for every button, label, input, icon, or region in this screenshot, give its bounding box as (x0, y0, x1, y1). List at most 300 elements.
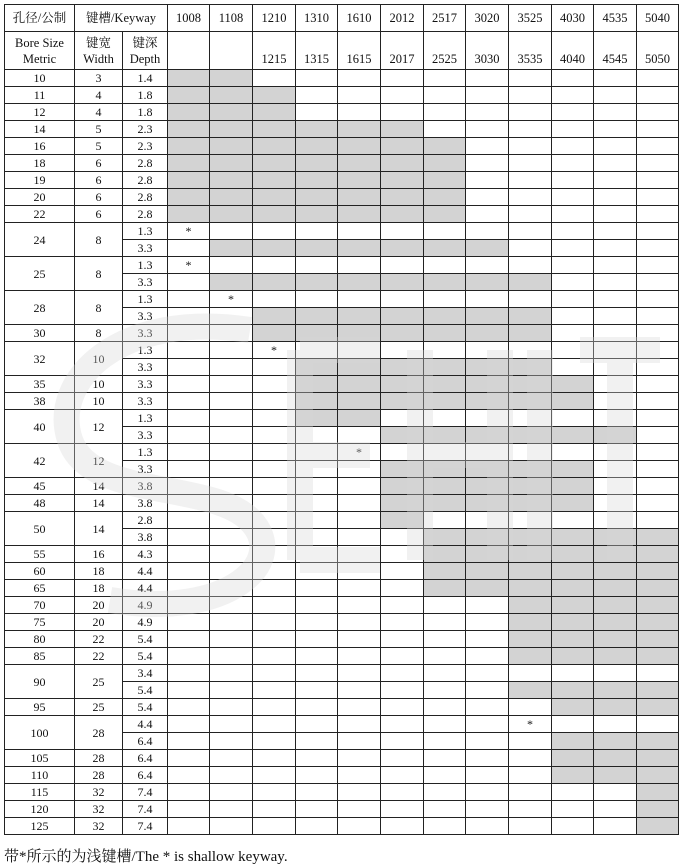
fit-cell (466, 240, 509, 257)
fit-cell (338, 801, 381, 818)
fit-cell (466, 461, 509, 478)
fit-cell (424, 529, 466, 546)
fit-cell (338, 716, 381, 733)
fit-cell (381, 444, 424, 461)
bushing-header: 3020 (466, 5, 509, 32)
fit-cell (210, 257, 253, 274)
depth-line1: 键深 (132, 35, 158, 50)
fit-cell (253, 240, 296, 257)
fit-cell (594, 206, 637, 223)
fit-cell (168, 308, 210, 325)
bore-size-cell: 85 (5, 648, 75, 665)
fit-cell (594, 189, 637, 206)
fit-cell (296, 274, 338, 291)
fit-cell (338, 223, 381, 240)
fit-cell (424, 461, 466, 478)
fit-cell (424, 155, 466, 172)
fit-cell (210, 155, 253, 172)
keyway-depth-cell: 1.3 (123, 410, 168, 427)
fit-cell (210, 512, 253, 529)
fit-cell (509, 121, 552, 138)
keyway-depth-cell: 4.9 (123, 597, 168, 614)
keyway-depth-cell: 6.4 (123, 750, 168, 767)
fit-cell (509, 784, 552, 801)
fit-cell (424, 257, 466, 274)
bore-size-cell: 38 (5, 393, 75, 410)
keyway-width-cell: 22 (75, 648, 123, 665)
keyway-width-cell: 32 (75, 801, 123, 818)
fit-cell (381, 597, 424, 614)
fit-cell (168, 648, 210, 665)
fit-cell (594, 104, 637, 121)
fit-cell (466, 427, 509, 444)
keyway-depth-cell: 5.4 (123, 699, 168, 716)
fit-cell (509, 223, 552, 240)
fit-cell (210, 410, 253, 427)
depth-header (123, 32, 168, 70)
fit-cell (552, 546, 594, 563)
fit-cell (210, 529, 253, 546)
width-line2: Width (83, 51, 114, 66)
fit-cell (594, 121, 637, 138)
bushing-keyway-table (4, 4, 679, 835)
fit-cell (253, 580, 296, 597)
bushing-subheader: 2017 (381, 32, 424, 70)
fit-cell (509, 376, 552, 393)
fit-cell (466, 767, 509, 784)
fit-cell (594, 631, 637, 648)
bushing-subheader (210, 32, 253, 70)
table-row (5, 784, 679, 801)
fit-cell (338, 818, 381, 835)
table-row (5, 87, 679, 104)
bushing-header: 4535 (594, 5, 637, 32)
fit-cell (381, 512, 424, 529)
fit-cell (338, 580, 381, 597)
fit-cell (509, 546, 552, 563)
fit-cell (168, 478, 210, 495)
fit-cell (168, 393, 210, 410)
fit-cell (210, 359, 253, 376)
fit-cell (552, 342, 594, 359)
fit-cell (338, 631, 381, 648)
fit-cell (552, 308, 594, 325)
keyway-width-cell: 6 (75, 189, 123, 206)
fit-cell (466, 444, 509, 461)
fit-cell (210, 767, 253, 784)
keyway-depth-cell: 2.3 (123, 121, 168, 138)
fit-cell (466, 478, 509, 495)
fit-cell (338, 563, 381, 580)
fit-cell (338, 767, 381, 784)
table-row (5, 818, 679, 835)
fit-cell (552, 818, 594, 835)
keyway-depth-cell: 2.8 (123, 172, 168, 189)
fit-cell (253, 801, 296, 818)
fit-cell (637, 699, 679, 716)
fit-cell (552, 104, 594, 121)
fit-cell (424, 546, 466, 563)
fit-cell (338, 206, 381, 223)
shallow-keyway-marker: * (168, 257, 210, 274)
keyway-width-cell: 8 (75, 325, 123, 342)
keyway-width-cell: 20 (75, 614, 123, 631)
fit-cell (424, 495, 466, 512)
fit-cell (296, 206, 338, 223)
fit-cell (424, 733, 466, 750)
fit-cell (168, 291, 210, 308)
fit-cell (253, 138, 296, 155)
fit-cell (594, 512, 637, 529)
fit-cell (210, 206, 253, 223)
fit-cell (424, 716, 466, 733)
fit-cell (637, 461, 679, 478)
bore-size-cell: 24 (5, 223, 75, 257)
fit-cell (381, 189, 424, 206)
fit-cell (594, 784, 637, 801)
fit-cell (210, 87, 253, 104)
keyway-width-cell: 10 (75, 376, 123, 393)
fit-cell (381, 155, 424, 172)
fit-cell (637, 410, 679, 427)
footnote: 带*所示的为浅键槽/The * is shallow keyway. (4, 849, 288, 865)
fit-cell (210, 240, 253, 257)
fit-cell (296, 189, 338, 206)
fit-cell (552, 240, 594, 257)
fit-cell (210, 342, 253, 359)
fit-cell (381, 461, 424, 478)
fit-cell (594, 478, 637, 495)
fit-cell (210, 563, 253, 580)
fit-cell (296, 631, 338, 648)
fit-cell (466, 376, 509, 393)
fit-cell (509, 240, 552, 257)
keyway-depth-cell: 1.3 (123, 257, 168, 274)
fit-cell (338, 410, 381, 427)
table-row (5, 716, 679, 733)
fit-cell (424, 393, 466, 410)
fit-cell (210, 376, 253, 393)
fit-cell (637, 376, 679, 393)
fit-cell (338, 257, 381, 274)
fit-cell (296, 682, 338, 699)
fit-cell (552, 478, 594, 495)
fit-cell (338, 733, 381, 750)
bore-size-cell: 42 (5, 444, 75, 478)
fit-cell (210, 189, 253, 206)
fit-cell (424, 240, 466, 257)
fit-cell (381, 223, 424, 240)
fit-cell (296, 257, 338, 274)
table-row (5, 206, 679, 223)
keyway-width-cell: 20 (75, 597, 123, 614)
fit-cell (168, 138, 210, 155)
fit-cell (381, 546, 424, 563)
fit-cell (296, 614, 338, 631)
fit-cell (552, 206, 594, 223)
fit-cell (253, 121, 296, 138)
keyway-depth-cell: 7.4 (123, 784, 168, 801)
bushing-header: 1210 (253, 5, 296, 32)
table-row (5, 767, 679, 784)
fit-cell (253, 155, 296, 172)
shallow-keyway-marker: * (509, 716, 552, 733)
fit-cell (424, 189, 466, 206)
fit-cell (253, 665, 296, 682)
fit-cell (338, 750, 381, 767)
bore-size-header (5, 32, 75, 70)
fit-cell (253, 223, 296, 240)
fit-cell (210, 325, 253, 342)
keyway-depth-cell: 4.4 (123, 563, 168, 580)
fit-cell (424, 427, 466, 444)
fit-cell (381, 240, 424, 257)
fit-cell (637, 257, 679, 274)
fit-cell (552, 444, 594, 461)
keyway-width-cell: 28 (75, 716, 123, 750)
fit-cell (338, 70, 381, 87)
fit-cell (296, 240, 338, 257)
fit-cell (381, 665, 424, 682)
fit-cell (509, 818, 552, 835)
bore-size-cell: 70 (5, 597, 75, 614)
fit-cell (424, 648, 466, 665)
fit-cell (552, 257, 594, 274)
fit-cell (637, 291, 679, 308)
fit-cell (552, 495, 594, 512)
fit-cell (594, 750, 637, 767)
fit-cell (594, 801, 637, 818)
fit-cell (253, 546, 296, 563)
fit-cell (594, 376, 637, 393)
fit-cell (210, 665, 253, 682)
fit-cell (253, 87, 296, 104)
fit-cell (338, 495, 381, 512)
fit-cell (509, 631, 552, 648)
keyway-depth-cell: 3.3 (123, 240, 168, 257)
keyway-width-cell: 14 (75, 495, 123, 512)
table-row (5, 257, 679, 274)
fit-cell (466, 495, 509, 512)
fit-cell (381, 393, 424, 410)
bushing-subheader: 1215 (253, 32, 296, 70)
table-row (5, 648, 679, 665)
fit-cell (594, 257, 637, 274)
fit-cell (381, 274, 424, 291)
fit-cell (637, 818, 679, 835)
fit-cell (296, 87, 338, 104)
fit-cell (594, 648, 637, 665)
fit-cell (424, 784, 466, 801)
fit-cell (381, 172, 424, 189)
fit-cell (466, 801, 509, 818)
fit-cell (296, 444, 338, 461)
fit-cell (466, 546, 509, 563)
bushing-header: 1108 (210, 5, 253, 32)
fit-cell (210, 172, 253, 189)
fit-cell (466, 750, 509, 767)
fit-cell (210, 223, 253, 240)
fit-cell (296, 665, 338, 682)
fit-cell (637, 801, 679, 818)
bushing-subheader: 5050 (637, 32, 679, 70)
fit-cell (381, 70, 424, 87)
fit-cell (296, 529, 338, 546)
keyway-depth-cell: 1.8 (123, 87, 168, 104)
keyway-width-cell: 8 (75, 223, 123, 257)
fit-cell (594, 342, 637, 359)
fit-cell (296, 546, 338, 563)
fit-cell (552, 784, 594, 801)
fit-cell (552, 138, 594, 155)
fit-cell (296, 104, 338, 121)
fit-cell (210, 495, 253, 512)
fit-cell (338, 104, 381, 121)
fit-cell (637, 648, 679, 665)
fit-cell (168, 172, 210, 189)
fit-cell (338, 512, 381, 529)
fit-cell (637, 529, 679, 546)
fit-cell (509, 308, 552, 325)
fit-cell (210, 427, 253, 444)
fit-cell (594, 818, 637, 835)
fit-cell (637, 359, 679, 376)
fit-cell (552, 155, 594, 172)
bore-size-cell: 50 (5, 512, 75, 546)
keyway-width-cell: 6 (75, 155, 123, 172)
fit-cell (509, 699, 552, 716)
fit-cell (466, 87, 509, 104)
fit-cell (509, 342, 552, 359)
fit-cell (552, 189, 594, 206)
fit-cell (637, 325, 679, 342)
fit-cell (466, 104, 509, 121)
keyway-depth-cell: 3.3 (123, 461, 168, 478)
keyway-width-cell: 10 (75, 393, 123, 410)
fit-cell (637, 716, 679, 733)
bushing-subheader: 3030 (466, 32, 509, 70)
fit-cell (381, 580, 424, 597)
fit-cell (637, 767, 679, 784)
fit-cell (168, 767, 210, 784)
fit-cell (594, 138, 637, 155)
fit-cell (509, 495, 552, 512)
fit-cell (466, 597, 509, 614)
keyway-width-cell: 32 (75, 784, 123, 801)
fit-cell (381, 818, 424, 835)
fit-cell (552, 410, 594, 427)
bore-size-cell: 95 (5, 699, 75, 716)
header-row-1 (5, 5, 679, 32)
fit-cell (637, 121, 679, 138)
fit-cell (594, 155, 637, 172)
fit-cell (253, 70, 296, 87)
fit-cell (253, 750, 296, 767)
fit-cell (552, 121, 594, 138)
fit-cell (637, 682, 679, 699)
fit-cell (296, 427, 338, 444)
bushing-header: 3525 (509, 5, 552, 32)
keyway-depth-cell: 3.3 (123, 359, 168, 376)
fit-cell (424, 359, 466, 376)
fit-cell (637, 206, 679, 223)
fit-cell (509, 767, 552, 784)
fit-cell (168, 818, 210, 835)
fit-cell (338, 87, 381, 104)
fit-cell (253, 733, 296, 750)
fit-cell (466, 70, 509, 87)
bushing-subheader: 4545 (594, 32, 637, 70)
fit-cell (637, 733, 679, 750)
table-row (5, 444, 679, 461)
fit-cell (466, 631, 509, 648)
fit-cell (637, 512, 679, 529)
fit-cell (253, 427, 296, 444)
fit-cell (637, 444, 679, 461)
keyway-depth-cell: 3.8 (123, 495, 168, 512)
fit-cell (338, 478, 381, 495)
fit-cell (466, 580, 509, 597)
keyway-depth-cell: 6.4 (123, 733, 168, 750)
fit-cell (338, 597, 381, 614)
fit-cell (594, 291, 637, 308)
bushing-subheader: 1615 (338, 32, 381, 70)
fit-cell (594, 393, 637, 410)
fit-cell (210, 699, 253, 716)
fit-cell (381, 104, 424, 121)
table-row (5, 376, 679, 393)
fit-cell (296, 716, 338, 733)
fit-cell (210, 784, 253, 801)
fit-cell (253, 563, 296, 580)
fit-cell (509, 410, 552, 427)
fit-cell (466, 325, 509, 342)
bore-size-cell: 16 (5, 138, 75, 155)
fit-cell (381, 699, 424, 716)
keyway-depth-cell: 5.4 (123, 631, 168, 648)
fit-cell (424, 206, 466, 223)
fit-cell (168, 461, 210, 478)
fit-cell (253, 648, 296, 665)
fit-cell (381, 427, 424, 444)
fit-cell (253, 682, 296, 699)
fit-cell (466, 733, 509, 750)
table-row (5, 580, 679, 597)
fit-cell (253, 784, 296, 801)
fit-cell (168, 206, 210, 223)
fit-cell (296, 410, 338, 427)
keyway-depth-cell: 1.4 (123, 70, 168, 87)
fit-cell (552, 87, 594, 104)
keyway-width-cell: 18 (75, 563, 123, 580)
keyway-depth-cell: 3.3 (123, 274, 168, 291)
table-row (5, 172, 679, 189)
fit-cell (594, 223, 637, 240)
keyway-width-cell: 5 (75, 121, 123, 138)
fit-cell (168, 546, 210, 563)
fit-cell (338, 189, 381, 206)
keyway-width-cell: 6 (75, 172, 123, 189)
fit-cell (296, 750, 338, 767)
fit-cell (509, 597, 552, 614)
fit-cell (168, 427, 210, 444)
bushing-header: 1310 (296, 5, 338, 32)
fit-cell (594, 563, 637, 580)
bore-size-cell: 75 (5, 614, 75, 631)
fit-cell (509, 359, 552, 376)
keyway-depth-cell: 4.9 (123, 614, 168, 631)
fit-cell (381, 410, 424, 427)
